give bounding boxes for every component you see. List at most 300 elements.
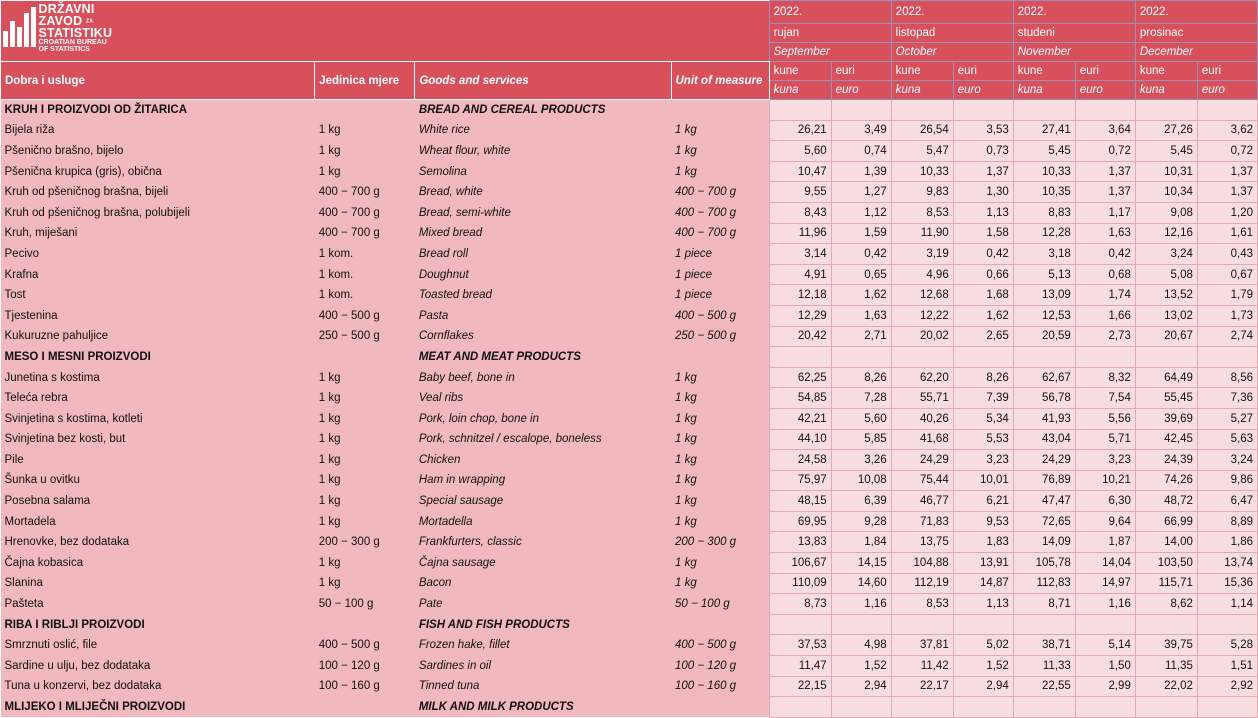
price-euro: 5,53: [953, 429, 1013, 450]
unit-hr: [315, 697, 415, 718]
unit-en: 1 piece: [671, 285, 769, 306]
price-euro: 9,53: [953, 511, 1013, 532]
currency-euri-hr: euri: [831, 62, 891, 81]
price-kune: 13,83: [769, 532, 831, 553]
logo-line-2: ZAVOD: [38, 13, 83, 28]
price-kune: 72,65: [1013, 511, 1075, 532]
item-name-hr: Mortadela: [1, 511, 315, 532]
price-euro: 4,98: [831, 635, 891, 656]
table-row: [1, 285, 1258, 306]
column-header-goods-en: Goods and services: [415, 62, 671, 100]
price-euro: 1,20: [1197, 202, 1257, 223]
month-en: December: [1135, 43, 1257, 62]
price-euro: [1075, 347, 1135, 368]
price-kune: 12,29: [769, 305, 831, 326]
price-euro: 0,67: [1197, 264, 1257, 285]
price-kune: 8,43: [769, 202, 831, 223]
price-kune: 5,45: [1135, 141, 1197, 162]
price-euro: 13,74: [1197, 553, 1257, 574]
price-euro: 0,65: [831, 264, 891, 285]
unit-en: 1 kg: [671, 470, 769, 491]
price-kune: 55,45: [1135, 388, 1197, 409]
table-row: [1, 635, 1258, 656]
unit-hr: 1 kg: [315, 511, 415, 532]
unit-en: 1 kg: [671, 388, 769, 409]
unit-hr: 400 − 700 g: [315, 223, 415, 244]
item-name-en: Chicken: [415, 450, 671, 471]
price-kune: 12,28: [1013, 223, 1075, 244]
logo-line-4: CROATIAN BUREAU: [38, 39, 107, 47]
unit-en: 1 kg: [671, 161, 769, 182]
unit-en: 1 kg: [671, 553, 769, 574]
year-label: 2022.: [769, 1, 891, 24]
price-euro: 5,56: [1075, 408, 1135, 429]
table-row: [1, 408, 1258, 429]
price-euro: 0,43: [1197, 244, 1257, 265]
price-euro: 2,92: [1197, 676, 1257, 697]
item-name-en: Semolina: [415, 161, 671, 182]
price-euro: 1,30: [953, 182, 1013, 203]
price-kune: 11,47: [769, 656, 831, 677]
price-euro: 3,49: [831, 120, 891, 141]
price-kune: 9,08: [1135, 202, 1197, 223]
section-title-en: FISH AND FISH PRODUCTS: [415, 614, 671, 635]
unit-en: [671, 614, 769, 635]
price-kune: 13,02: [1135, 305, 1197, 326]
currency-kune-hr: kune: [769, 62, 831, 81]
price-kune: 20,59: [1013, 326, 1075, 347]
unit-en: 100 − 120 g: [671, 656, 769, 677]
price-kune: [1013, 614, 1075, 635]
price-kune: 24,29: [1013, 450, 1075, 471]
price-kune: 54,85: [769, 388, 831, 409]
price-euro: 0,42: [1075, 244, 1135, 265]
price-euro: 10,01: [953, 470, 1013, 491]
currency-euri-en: euro: [1075, 81, 1135, 100]
price-kune: 56,78: [1013, 388, 1075, 409]
price-euro: 1,52: [953, 656, 1013, 677]
price-euro: 1,59: [831, 223, 891, 244]
table-row: [1, 388, 1258, 409]
item-name-en: White rice: [415, 120, 671, 141]
item-name-en: Wheat flour, white: [415, 141, 671, 162]
table-row: [1, 161, 1258, 182]
item-name-hr: Slanina: [1, 573, 315, 594]
section-title-hr: MLIJEKO I MLIJEČNI PROIZVODI: [1, 697, 315, 718]
unit-en: 250 − 500 g: [671, 326, 769, 347]
item-name-en: Frankfurters, classic: [415, 532, 671, 553]
price-kune: 27,26: [1135, 120, 1197, 141]
price-euro: 1,83: [953, 532, 1013, 553]
section-title-hr: KRUH I PROIZVODI OD ŽITARICA: [1, 100, 315, 121]
price-euro: [953, 100, 1013, 121]
price-kune: 4,96: [891, 264, 953, 285]
price-kune: 5,47: [891, 141, 953, 162]
price-kune: [769, 614, 831, 635]
item-name-hr: Pašteta: [1, 594, 315, 615]
price-euro: 2,99: [1075, 676, 1135, 697]
unit-en: 1 kg: [671, 450, 769, 471]
item-name-en: Mixed bread: [415, 223, 671, 244]
table-row: [1, 656, 1258, 677]
item-name-en: Pork, schnitzel / escalope, boneless: [415, 429, 671, 450]
price-kune: 20,67: [1135, 326, 1197, 347]
price-kune: 110,09: [769, 573, 831, 594]
price-euro: 1,58: [953, 223, 1013, 244]
price-euro: 3,24: [1197, 450, 1257, 471]
price-kune: 38,71: [1013, 635, 1075, 656]
price-kune: 24,29: [891, 450, 953, 471]
item-name-hr: Svinjetina s kostima, kotleti: [1, 408, 315, 429]
table-row: [1, 182, 1258, 203]
price-kune: 39,69: [1135, 408, 1197, 429]
month-en: October: [891, 43, 1013, 62]
price-euro: 1,14: [1197, 594, 1257, 615]
item-name-hr: Pile: [1, 450, 315, 471]
price-euro: 1,37: [1197, 182, 1257, 203]
price-kune: [1013, 697, 1075, 718]
price-euro: 1,62: [831, 285, 891, 306]
price-euro: 0,72: [1197, 141, 1257, 162]
price-kune: 66,99: [1135, 511, 1197, 532]
table-row: [1, 367, 1258, 388]
price-euro: 7,54: [1075, 388, 1135, 409]
price-euro: 14,60: [831, 573, 891, 594]
table-row: [1, 511, 1258, 532]
unit-en: 1 kg: [671, 408, 769, 429]
price-euro: 9,28: [831, 511, 891, 532]
price-kune: 12,53: [1013, 305, 1075, 326]
table-row: [1, 305, 1258, 326]
section-title-en: MEAT AND MEAT PRODUCTS: [415, 347, 671, 368]
price-euro: 5,28: [1197, 635, 1257, 656]
price-euro: 14,04: [1075, 553, 1135, 574]
table-row: [1, 553, 1258, 574]
item-name-hr: Posebna salama: [1, 491, 315, 512]
unit-hr: 250 − 500 g: [315, 326, 415, 347]
price-euro: 6,30: [1075, 491, 1135, 512]
price-kune: 11,90: [891, 223, 953, 244]
unit-en: 1 kg: [671, 429, 769, 450]
item-name-hr: Pecivo: [1, 244, 315, 265]
price-kune: 3,19: [891, 244, 953, 265]
price-euro: 5,63: [1197, 429, 1257, 450]
item-name-en: Frozen hake, fillet: [415, 635, 671, 656]
unit-en: 1 piece: [671, 244, 769, 265]
price-euro: 1,84: [831, 532, 891, 553]
price-kune: 26,21: [769, 120, 831, 141]
price-kune: 5,45: [1013, 141, 1075, 162]
logo-line-2-suffix: ZA: [86, 18, 94, 25]
price-kune: 8,71: [1013, 594, 1075, 615]
unit-hr: 1 kg: [315, 120, 415, 141]
price-kune: 64,49: [1135, 367, 1197, 388]
price-euro: 1,61: [1197, 223, 1257, 244]
section-row: [1, 100, 1258, 121]
price-euro: 1,73: [1197, 305, 1257, 326]
price-euro: 0,73: [953, 141, 1013, 162]
price-kune: 10,33: [891, 161, 953, 182]
price-kune: 74,26: [1135, 470, 1197, 491]
unit-hr: 400 − 700 g: [315, 202, 415, 223]
unit-hr: [315, 347, 415, 368]
price-euro: 5,27: [1197, 408, 1257, 429]
unit-hr: 400 − 700 g: [315, 182, 415, 203]
unit-en: 1 piece: [671, 264, 769, 285]
price-kune: 46,77: [891, 491, 953, 512]
price-euro: 7,36: [1197, 388, 1257, 409]
item-name-hr: Kruh od pšeničnog brašna, polubijeli: [1, 202, 315, 223]
price-kune: 103,50: [1135, 553, 1197, 574]
price-euro: 5,60: [831, 408, 891, 429]
unit-hr: 200 − 300 g: [315, 532, 415, 553]
price-euro: 1,13: [953, 202, 1013, 223]
unit-hr: 1 kg: [315, 408, 415, 429]
table-row: [1, 491, 1258, 512]
price-kune: [1135, 347, 1197, 368]
month-hr: prosinac: [1135, 24, 1257, 43]
price-kune: [1013, 347, 1075, 368]
price-kune: 48,15: [769, 491, 831, 512]
price-kune: 24,58: [769, 450, 831, 471]
price-euro: 2,65: [953, 326, 1013, 347]
item-name-hr: Bijela riža: [1, 120, 315, 141]
item-name-en: Baby beef, bone in: [415, 367, 671, 388]
item-name-hr: Krafna: [1, 264, 315, 285]
price-kune: 69,95: [769, 511, 831, 532]
month-hr: rujan: [769, 24, 891, 43]
price-kune: 11,96: [769, 223, 831, 244]
price-kune: [891, 614, 953, 635]
price-euro: [831, 100, 891, 121]
price-kune: 11,35: [1135, 656, 1197, 677]
unit-hr: 400 − 500 g: [315, 305, 415, 326]
unit-hr: 1 kom.: [315, 264, 415, 285]
price-kune: 41,68: [891, 429, 953, 450]
price-kune: 8,53: [891, 594, 953, 615]
unit-hr: 1 kg: [315, 491, 415, 512]
currency-euri-hr: euri: [953, 62, 1013, 81]
price-kune: 14,00: [1135, 532, 1197, 553]
price-euro: 1,27: [831, 182, 891, 203]
price-kune: [891, 100, 953, 121]
unit-hr: 1 kg: [315, 429, 415, 450]
column-header-unit-hr: Jedinica mjere: [315, 62, 415, 100]
price-euro: 8,26: [953, 367, 1013, 388]
section-title-en: BREAD AND CEREAL PRODUCTS: [415, 100, 671, 121]
price-kune: 10,35: [1013, 182, 1075, 203]
item-name-en: Pasta: [415, 305, 671, 326]
price-kune: 12,22: [891, 305, 953, 326]
item-name-en: Bread, semi-white: [415, 202, 671, 223]
unit-en: [671, 347, 769, 368]
price-euro: 1,87: [1075, 532, 1135, 553]
unit-hr: 100 − 160 g: [315, 676, 415, 697]
item-name-en: Tinned tuna: [415, 676, 671, 697]
year-label: 2022.: [1013, 1, 1135, 24]
price-kune: [891, 697, 953, 718]
price-euro: 1,16: [1075, 594, 1135, 615]
currency-euri-en: euro: [1197, 81, 1257, 100]
price-euro: [831, 347, 891, 368]
month-hr: listopad: [891, 24, 1013, 43]
item-name-en: Ham in wrapping: [415, 470, 671, 491]
price-kune: 112,83: [1013, 573, 1075, 594]
unit-hr: 1 kg: [315, 161, 415, 182]
price-euro: 3,23: [1075, 450, 1135, 471]
table-row: [1, 429, 1258, 450]
unit-hr: 50 − 100 g: [315, 594, 415, 615]
unit-hr: 1 kom.: [315, 244, 415, 265]
price-euro: 1,66: [1075, 305, 1135, 326]
price-euro: 2,74: [1197, 326, 1257, 347]
unit-en: 1 kg: [671, 367, 769, 388]
price-kune: 71,83: [891, 511, 953, 532]
price-kune: 9,83: [891, 182, 953, 203]
price-kune: [769, 100, 831, 121]
price-kune: 27,41: [1013, 120, 1075, 141]
price-kune: 40,26: [891, 408, 953, 429]
currency-kune-en: kuna: [1135, 81, 1197, 100]
price-kune: 44,10: [769, 429, 831, 450]
price-kune: 10,31: [1135, 161, 1197, 182]
item-name-en: Pate: [415, 594, 671, 615]
item-name-en: Mortadella: [415, 511, 671, 532]
item-name-hr: Tuna u konzervi, bez dodataka: [1, 676, 315, 697]
section-title-hr: MESO I MESNI PROIZVODI: [1, 347, 315, 368]
price-kune: 106,67: [769, 553, 831, 574]
price-euro: 13,91: [953, 553, 1013, 574]
item-name-en: Cornflakes: [415, 326, 671, 347]
price-euro: 10,08: [831, 470, 891, 491]
item-name-en: Bread roll: [415, 244, 671, 265]
price-kune: 112,19: [891, 573, 953, 594]
item-name-hr: Smrznuti oslić, file: [1, 635, 315, 656]
item-name-en: Pork, loin chop, bone in: [415, 408, 671, 429]
currency-kune-hr: kune: [1013, 62, 1075, 81]
price-kune: 47,47: [1013, 491, 1075, 512]
price-kune: 20,42: [769, 326, 831, 347]
price-kune: 37,81: [891, 635, 953, 656]
price-euro: [953, 697, 1013, 718]
item-name-hr: Pšenično brašno, bijelo: [1, 141, 315, 162]
table-row: [1, 141, 1258, 162]
price-euro: 9,86: [1197, 470, 1257, 491]
price-kune: 9,55: [769, 182, 831, 203]
price-kune: [1135, 614, 1197, 635]
price-euro: 5,34: [953, 408, 1013, 429]
item-name-hr: Sardine u ulju, bez dodataka: [1, 656, 315, 677]
price-euro: [831, 697, 891, 718]
unit-hr: 1 kg: [315, 450, 415, 471]
price-kune: 104,88: [891, 553, 953, 574]
price-kune: 12,68: [891, 285, 953, 306]
section-title-hr: RIBA I RIBLJI PROIZVODI: [1, 614, 315, 635]
item-name-hr: Kukuruzne pahuljice: [1, 326, 315, 347]
currency-kune-hr: kune: [1135, 62, 1197, 81]
price-kune: 39,75: [1135, 635, 1197, 656]
item-name-hr: Tjestenina: [1, 305, 315, 326]
price-kune: 3,24: [1135, 244, 1197, 265]
unit-en: 400 − 700 g: [671, 223, 769, 244]
section-row: [1, 697, 1258, 718]
unit-en: 1 kg: [671, 491, 769, 512]
price-kune: [891, 347, 953, 368]
price-kune: 5,08: [1135, 264, 1197, 285]
price-kune: [1135, 697, 1197, 718]
price-kune: 3,14: [769, 244, 831, 265]
price-euro: 14,97: [1075, 573, 1135, 594]
price-euro: 1,68: [953, 285, 1013, 306]
unit-en: 1 kg: [671, 141, 769, 162]
price-euro: 8,89: [1197, 511, 1257, 532]
unit-hr: 1 kg: [315, 553, 415, 574]
column-header-goods-hr: Dobra i usluge: [1, 62, 315, 100]
price-kune: 8,53: [891, 202, 953, 223]
table-row: [1, 470, 1258, 491]
price-euro: 0,74: [831, 141, 891, 162]
price-kune: 12,16: [1135, 223, 1197, 244]
unit-en: 100 − 160 g: [671, 676, 769, 697]
price-euro: 1,50: [1075, 656, 1135, 677]
price-euro: [1075, 697, 1135, 718]
table-header: [1, 1, 1258, 100]
logo-line-3: STATISTIKU: [38, 26, 113, 41]
unit-hr: [315, 100, 415, 121]
unit-hr: 400 − 500 g: [315, 635, 415, 656]
price-kune: 22,02: [1135, 676, 1197, 697]
price-kune: 13,75: [891, 532, 953, 553]
price-kune: 75,97: [769, 470, 831, 491]
year-label: 2022.: [891, 1, 1013, 24]
unit-en: [671, 100, 769, 121]
price-euro: 6,47: [1197, 491, 1257, 512]
unit-en: [671, 697, 769, 718]
price-euro: 5,02: [953, 635, 1013, 656]
price-kune: 8,83: [1013, 202, 1075, 223]
item-name-en: Special sausage: [415, 491, 671, 512]
item-name-en: Bread, white: [415, 182, 671, 203]
price-kune: 10,33: [1013, 161, 1075, 182]
price-euro: 3,53: [953, 120, 1013, 141]
price-euro: 0,42: [831, 244, 891, 265]
price-euro: [831, 614, 891, 635]
price-euro: 0,68: [1075, 264, 1135, 285]
currency-euri-hr: euri: [1197, 62, 1257, 81]
price-kune: 26,54: [891, 120, 953, 141]
price-kune: 4,91: [769, 264, 831, 285]
price-kune: 48,72: [1135, 491, 1197, 512]
table-row: [1, 326, 1258, 347]
table-row: [1, 676, 1258, 697]
price-euro: [1197, 614, 1257, 635]
price-euro: [953, 347, 1013, 368]
price-kune: 62,25: [769, 367, 831, 388]
item-name-en: Bacon: [415, 573, 671, 594]
table-row: [1, 594, 1258, 615]
currency-euri-hr: euri: [1075, 62, 1135, 81]
unit-hr: 1 kg: [315, 573, 415, 594]
unit-en: 400 − 500 g: [671, 635, 769, 656]
price-euro: 6,21: [953, 491, 1013, 512]
unit-hr: 1 kg: [315, 367, 415, 388]
price-euro: 7,39: [953, 388, 1013, 409]
price-kune: 12,18: [769, 285, 831, 306]
unit-hr: 1 kg: [315, 388, 415, 409]
price-kune: 5,13: [1013, 264, 1075, 285]
logo-line-5: OF STATISTICS: [38, 46, 90, 54]
table-row: [1, 202, 1258, 223]
